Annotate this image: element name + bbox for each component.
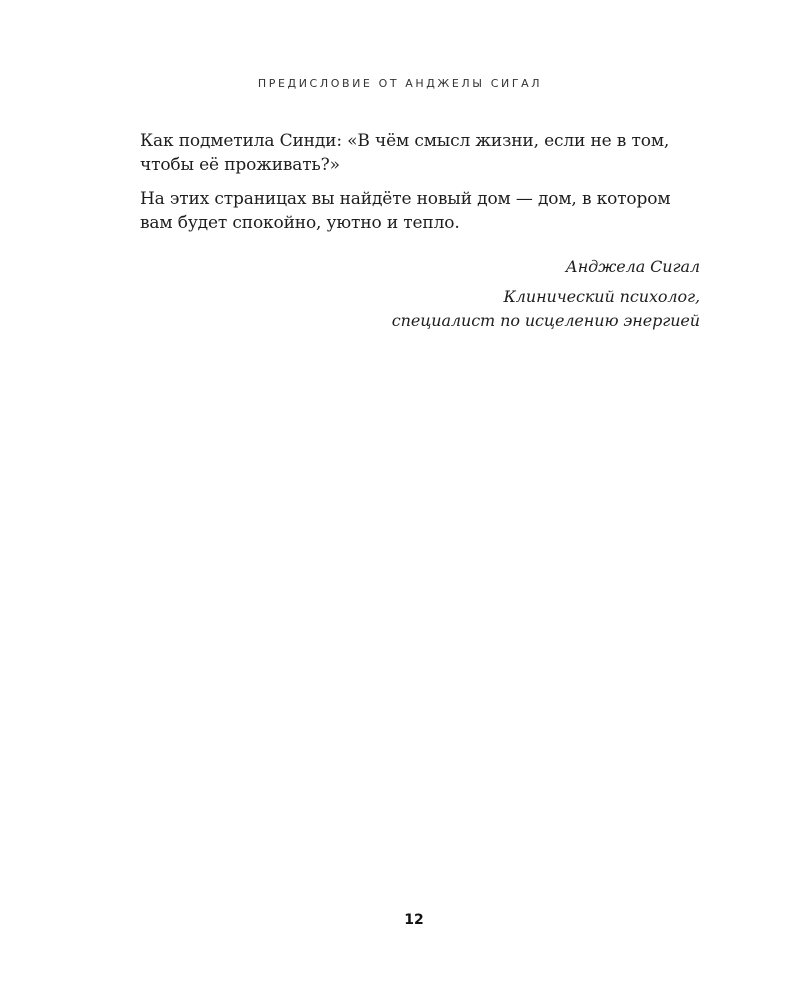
signature-role-line: специалист по исцелению энергией — [391, 311, 700, 330]
text-line: Как подметила Синди: «В чём смысл жизни, если не в том, — [140, 131, 670, 151]
text-line: вам будет спокойно, уютно и тепло. — [140, 213, 460, 233]
text-line: чтобы её проживать?» — [140, 155, 340, 175]
body-text — [140, 129, 700, 245]
running-head: ПРЕДИСЛОВИЕ ОТ АНДЖЕЛЫ СИГАЛ — [257, 77, 543, 90]
text-line: На этих страницах вы найдёте новый дом — дом, в котором — [140, 189, 671, 209]
page-number: 12 — [404, 912, 424, 928]
signature-author: Анджела Сигал — [565, 257, 700, 276]
signature-block — [300, 255, 700, 333]
signature-role-line: Клинический психолог, — [503, 287, 700, 306]
paragraph-quote — [140, 129, 700, 177]
paragraph-closing — [140, 187, 700, 235]
